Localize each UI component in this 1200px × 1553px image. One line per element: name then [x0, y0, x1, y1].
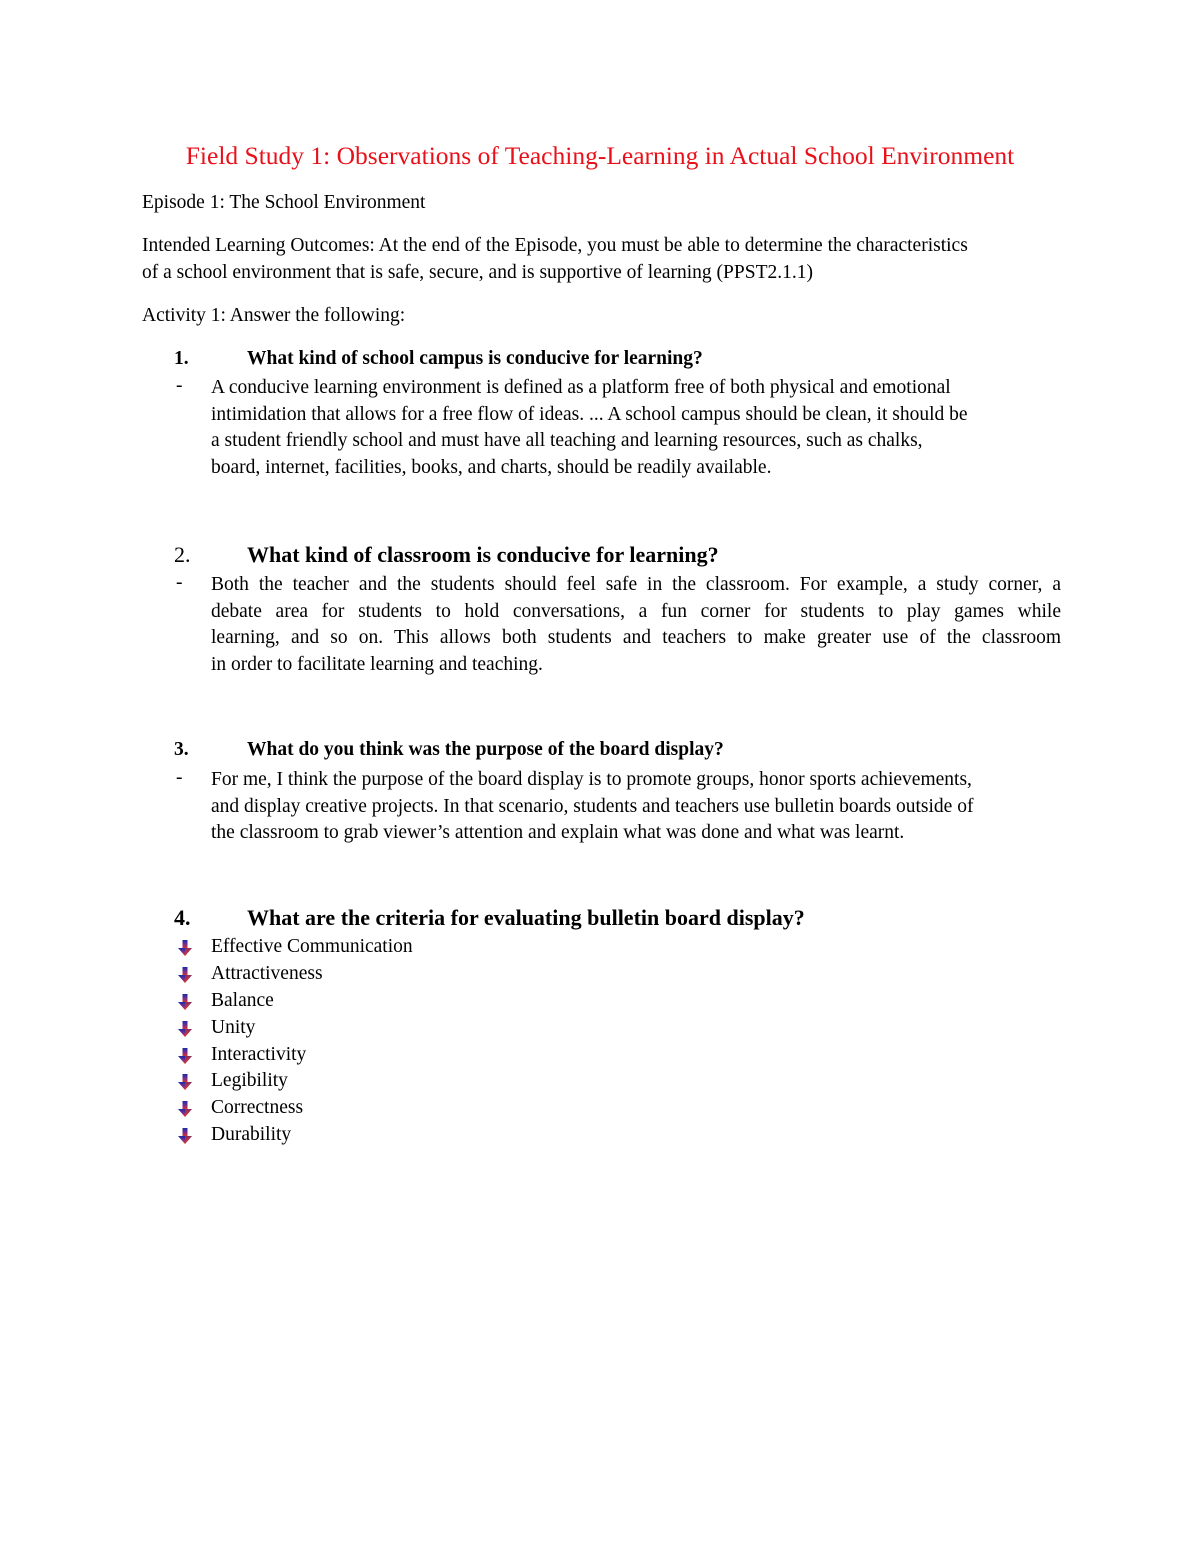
down-arrow-icon — [176, 1047, 194, 1065]
criteria-label: Durability — [211, 1124, 292, 1146]
answer-line: For me, I think the purpose of the board display is to promote groups, honor sports achievements, — [211, 769, 972, 790]
question-number: 1. — [174, 348, 189, 369]
question-text: What do you think was the purpose of the board display? — [247, 739, 724, 760]
answer-line: Both the teacher and the students should feel safe in the classroom. For example, a study corner, a — [211, 574, 1061, 595]
answer-dash: - — [176, 572, 183, 593]
answer-text — [211, 767, 1061, 847]
answer-line: and display creative projects. In that scenario, students and teachers use bulletin boards outside of — [211, 795, 974, 817]
answer-line: A conducive learning environment is defined as a platform free of both physical and emotional — [211, 377, 951, 398]
answer-line: intimidation that allows for a free flow of ideas. ... A school campus should be clean, it should be — [211, 403, 968, 425]
down-arrow-icon — [176, 993, 194, 1011]
answer-dash: - — [176, 375, 183, 396]
answer-line: the classroom to grab viewer’s attention and explain what was done and what was learnt. — [211, 822, 905, 843]
criteria-label: Balance — [211, 989, 274, 1011]
question-text: What kind of classroom is conducive for learning? — [247, 542, 719, 567]
answer-text — [211, 572, 1061, 678]
down-arrow-icon — [176, 1127, 194, 1145]
criteria-label: Effective Communication — [211, 936, 413, 957]
answer-line: board, internet, facilities, books, and charts, should be readily available. — [211, 456, 772, 478]
document-title: Field Study 1: Observations of Teaching-Learning in Actual School Environment — [185, 141, 1015, 170]
question-number: 3. — [174, 739, 189, 760]
answer-dash: - — [176, 767, 183, 788]
answer-line: debate area for students to hold conversations, a fun corner for students to play games while — [211, 600, 1061, 622]
criteria-label: Correctness — [211, 1097, 304, 1119]
criteria-label: Legibility — [211, 1070, 288, 1092]
question-text: What kind of school campus is conducive for learning? — [247, 348, 703, 369]
answer-line: in order to facilitate learning and teaching. — [211, 653, 543, 675]
outcomes-line-1: Intended Learning Outcomes: At the end of the Episode, you must be able to determine the characteristics — [142, 235, 968, 256]
down-arrow-icon — [176, 1100, 194, 1118]
criteria-label: Attractiveness — [211, 962, 323, 984]
criteria-label: Unity — [211, 1016, 256, 1038]
question-text: What are the criteria for evaluating bulletin board display? — [247, 905, 805, 930]
question-number: 4. — [174, 905, 191, 930]
answer-text — [211, 375, 1061, 481]
question-number: 2. — [174, 542, 191, 567]
down-arrow-icon — [176, 1073, 194, 1091]
criteria-label: Interactivity — [211, 1043, 307, 1065]
outcomes-line-2: of a school environment that is safe, secure, and is supportive of learning (PPST2.1.1) — [142, 262, 813, 283]
activity-heading: Activity 1: Answer the following: — [142, 305, 406, 326]
episode-heading: Episode 1: The School Environment — [142, 192, 426, 213]
down-arrow-icon — [176, 966, 194, 984]
answer-line: learning, and so on. This allows both students and teachers to make greater use of the classroom — [211, 627, 1061, 648]
down-arrow-icon — [176, 939, 194, 957]
down-arrow-icon — [176, 1020, 194, 1038]
answer-line: a student friendly school and must have all teaching and learning resources, such as chalks, — [211, 430, 923, 451]
